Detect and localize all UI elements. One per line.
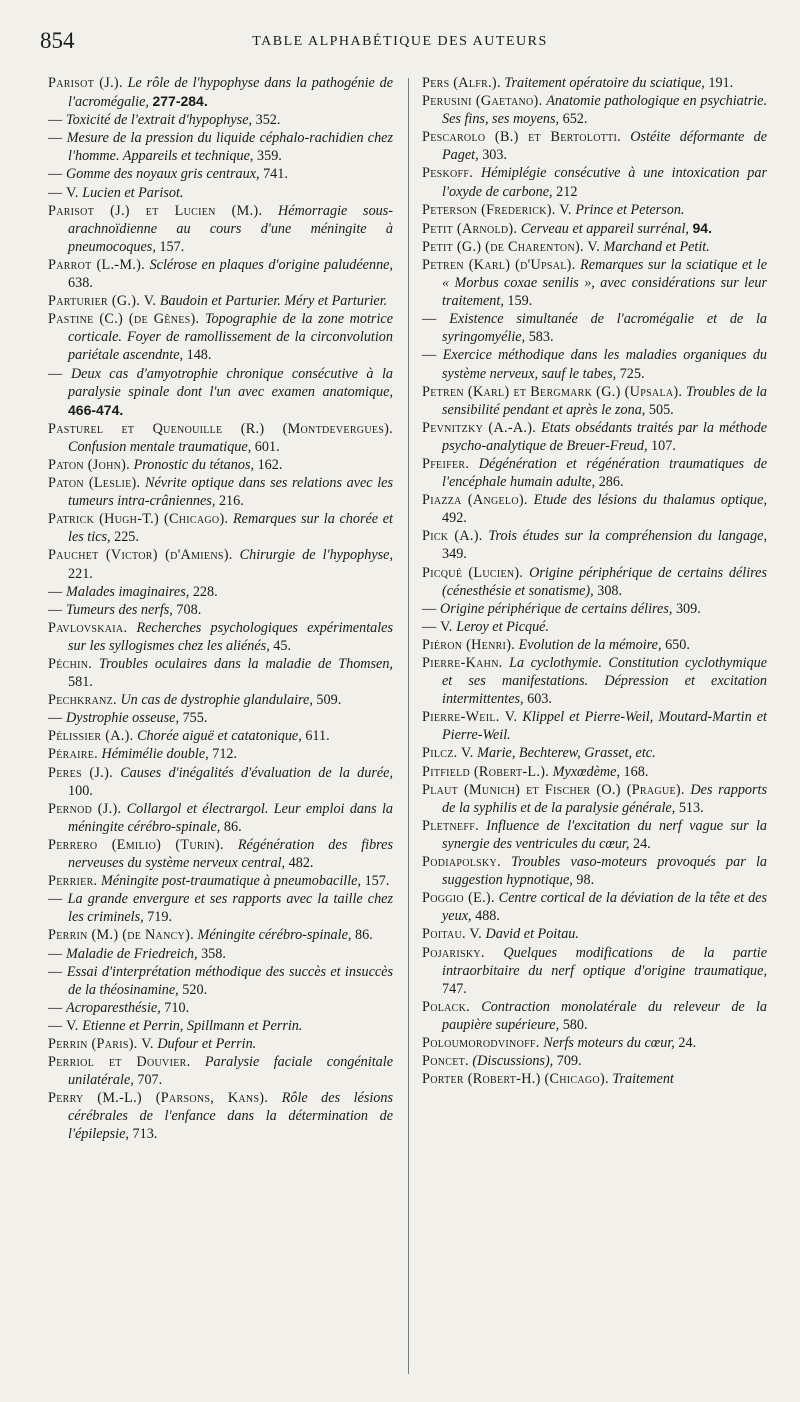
index-entry <box>48 202 393 256</box>
entry-title: Marie, Bechterew, Grasset, etc. <box>477 745 656 762</box>
index-entry <box>48 764 393 800</box>
entry-author: Paton (Leslie). <box>48 475 141 492</box>
entry-page: 492. <box>442 510 467 527</box>
entry-page: 107. <box>651 437 676 454</box>
entry-page: 24. <box>632 835 651 852</box>
running-title: TABLE ALPHABÉTIQUE DES AUTEURS <box>252 34 548 49</box>
entry-page: 86. <box>354 927 373 944</box>
index-entry <box>48 709 393 727</box>
index-entry <box>48 1017 393 1035</box>
index-entry <box>48 510 393 546</box>
index-entry <box>422 219 767 238</box>
index-entry <box>48 184 393 202</box>
index-entry <box>422 527 767 563</box>
entry-author: Pescarolo (B.) et Bertolotti. <box>422 129 622 146</box>
entry-page: 157. <box>364 873 390 890</box>
entry-title: Troubles de la sensibilité pendant et après le zona, <box>442 383 767 418</box>
entry-title: Rôle des lésions cérébrales de l'enfance dans la détermination de l'épilepsie, <box>68 1090 393 1143</box>
entry-title: Confusion mentale traumatique, <box>68 438 252 455</box>
entry-author: Piéron (Henri). <box>422 636 516 653</box>
entry-author: Péraire. <box>48 746 98 763</box>
index-entry <box>48 310 393 364</box>
entry-page: 488. <box>475 908 500 925</box>
index-entry <box>48 583 393 601</box>
entry-author: Pers (Alfr.). <box>422 75 501 91</box>
index-columns <box>48 74 788 1384</box>
index-entry <box>422 889 767 925</box>
entry-title: Acroparesthésie, <box>66 999 161 1016</box>
entry-title: Troubles vaso-moteurs provoqués par la suggestion hypnotique, <box>442 854 767 889</box>
index-entry <box>48 1053 393 1089</box>
entry-title: Etienne et Perrin, Spillmann et Perrin. <box>82 1017 303 1034</box>
index-entry <box>422 708 767 744</box>
entry-page: 352. <box>255 112 281 129</box>
entry-author: Perry (M.-L.) (Parsons, Kans). <box>48 1090 269 1107</box>
entry-page: 513. <box>678 799 704 816</box>
index-entry <box>422 256 767 310</box>
entry-author: Polack. <box>422 998 470 1015</box>
entry-page-bold: 277-284. <box>152 93 208 110</box>
page-number: 854 <box>40 28 75 53</box>
entry-title: Troubles oculaires dans la maladie de Thomsen, <box>98 656 393 672</box>
entry-title: Méningite post-traumatique à pneumobacille, <box>100 873 362 890</box>
entry-author: — <box>48 963 63 980</box>
index-entry <box>422 383 767 419</box>
index-entry <box>422 310 767 346</box>
column-divider <box>408 78 409 1374</box>
entry-title: Névrite optique dans ses relations avec les tumeurs intra-crâniennes, <box>68 475 393 510</box>
entry-title: Remarques sur la chorée et les tics, <box>68 511 393 546</box>
entry-title: Pronostic du tétanos, <box>133 456 255 473</box>
entry-author: Parturier (G.). V. <box>48 293 157 310</box>
entry-title: Régénération des fibres nerveuses du système nerveux central, <box>68 836 393 872</box>
entry-title: (Discussions), <box>472 1053 554 1070</box>
entry-page: 601. <box>254 438 280 455</box>
entry-author: — <box>422 600 437 617</box>
entry-author: — V. <box>422 618 453 635</box>
entry-title: Existence simultanée de l'acromégalie et de la syringomyélie, <box>442 311 767 346</box>
entry-page: 162. <box>257 456 283 473</box>
entry-author: Pitfield (Robert-L.). <box>422 763 550 780</box>
entry-page: 349. <box>442 546 467 563</box>
entry-author: Pasturel et Quenouille (R.) (Montdevergues). <box>48 420 393 437</box>
entry-author: Picqué (Lucien). <box>422 564 524 581</box>
entry-author: — <box>422 311 437 328</box>
entry-title: Topographie de la zone motrice corticale. Foyer de ramollissement de la circonvolution pariétale ascendnte, <box>68 311 393 364</box>
entry-title: Anatomie pathologique en psychiatrie. Ses fins, ses moyens, <box>442 93 768 128</box>
entry-page: 603. <box>527 691 552 708</box>
index-entry <box>422 1070 767 1088</box>
entry-page: 719. <box>147 909 173 926</box>
entry-author: — <box>48 945 63 962</box>
index-entry <box>422 1052 767 1070</box>
entry-author: Petren (Karl) et Bergmark (G.) (Upsala). <box>422 383 683 400</box>
index-entry <box>48 872 393 890</box>
index-entry <box>48 111 393 129</box>
entry-page: 712. <box>212 746 238 763</box>
entry-author: Petren (Karl) (d'Upsal). <box>422 256 576 273</box>
index-entry <box>422 164 767 200</box>
entry-page: 505. <box>648 401 674 418</box>
index-entry <box>422 817 767 853</box>
entry-page: 86. <box>223 818 242 835</box>
index-entry <box>422 346 767 382</box>
entry-author: — <box>48 891 63 908</box>
index-entry <box>422 455 767 491</box>
entry-title: Myxœdème, <box>552 763 620 780</box>
index-entry <box>48 945 393 963</box>
entry-author: Pierre-Kahn. <box>422 655 503 671</box>
entry-page: 482. <box>288 855 314 872</box>
entry-page: 191. <box>708 75 734 91</box>
entry-title: Contraction monolatérale du releveur de la paupière supérieure, <box>442 998 768 1033</box>
entry-author: Pojarisky. <box>422 944 485 961</box>
index-entry <box>48 456 393 474</box>
entry-author: Pélissier (A.). <box>48 728 134 745</box>
entry-title: Maladie de Friedreich, <box>66 945 198 962</box>
entry-author: Peskoff. <box>422 165 474 182</box>
entry-title: Remarques sur la sciatique et le « Morbus coxae senilis », avec considérations sur leur traitement, <box>442 256 767 310</box>
entry-author: Pavlovskaia. <box>48 619 128 636</box>
entry-author: Patrick (Hugh-T.) (Chicago). <box>48 511 229 528</box>
entry-page: 24. <box>678 1034 697 1051</box>
index-entry <box>422 74 767 92</box>
entry-title: Des rapports de la syphilis et de la paralysie générale, <box>442 781 767 816</box>
entry-page: 225. <box>114 529 139 546</box>
entry-author: Petit (G.) (de Charenton). V. <box>422 238 600 255</box>
entry-title: Centre cortical de la déviation de la tête et des yeux, <box>442 890 767 925</box>
entry-page: 212 <box>556 183 578 200</box>
entry-title: Collargol et électrargol. Leur emploi dans la méningite cérébro-spinale, <box>68 800 394 835</box>
entry-page: 509. <box>316 692 342 709</box>
entry-page: 309. <box>675 600 701 617</box>
entry-page: 157. <box>159 238 185 255</box>
entry-author: Perusini (Gaetano). <box>422 93 543 110</box>
entry-title: Traitement <box>612 1071 674 1088</box>
entry-page: 286. <box>598 474 624 491</box>
entry-page: 652. <box>562 111 588 128</box>
entry-title: Evolution de la mémoire, <box>518 636 662 653</box>
entry-author: Péchin. <box>48 656 93 672</box>
entry-author: Pick (A.). <box>422 528 483 545</box>
entry-page-bold: 94. <box>692 219 712 236</box>
left-column <box>48 74 393 1144</box>
index-entry <box>422 618 767 636</box>
entry-author: — <box>48 999 63 1016</box>
entry-title: Chorée aiguë et catatonique, <box>137 728 302 745</box>
index-entry <box>422 92 767 128</box>
index-entry <box>422 781 767 817</box>
entry-title: Toxicité de l'extrait d'hypophyse, <box>66 112 253 129</box>
entry-page: 520. <box>182 981 208 998</box>
entry-page: 709. <box>556 1053 582 1070</box>
entry-page: 707. <box>137 1072 163 1089</box>
entry-page: 308. <box>597 582 623 599</box>
entry-title: Un cas de dystrophie glandulaire, <box>120 692 313 709</box>
entry-author: Poloumorodvinoff. <box>422 1034 540 1051</box>
index-entry <box>48 800 393 836</box>
entry-title: Malades imaginaires, <box>66 583 190 600</box>
entry-page: 747. <box>442 980 467 997</box>
entry-page: 228. <box>192 583 218 600</box>
entry-page: 725. <box>619 365 645 382</box>
entry-title: Leroy et Picqué. <box>456 618 550 635</box>
entry-title: Origine périphérique de certains délires (cénesthésie et sonatisme), <box>442 564 767 599</box>
entry-page: 168. <box>623 763 649 780</box>
entry-page: 708. <box>176 601 202 618</box>
entry-title: Klippel et Pierre-Weil, Moutard-Martin et Pierre-Weil. <box>442 709 768 744</box>
entry-title: Influence de l'excitation du nerf vague sur la synergie des ventricules du cœur, <box>442 817 768 852</box>
index-entry <box>48 256 393 292</box>
index-entry <box>48 1089 393 1143</box>
entry-page: 159. <box>507 293 533 310</box>
entry-author: Parisot (J.) et Lucien (M.). <box>48 202 263 219</box>
entry-title: Causes d'inégalités d'évaluation de la durée, <box>120 764 394 781</box>
entry-title: Dystrophie osseuse, <box>66 710 180 727</box>
entry-title: Gomme des noyaux gris centraux, <box>66 166 260 183</box>
index-entry <box>48 890 393 926</box>
entry-author: — V. <box>48 184 79 201</box>
entry-author: — <box>48 710 63 727</box>
entry-author: Petit (Arnold). <box>422 220 518 237</box>
index-entry <box>48 546 393 582</box>
entry-title: Trois études sur la compréhension du langage, <box>488 528 768 545</box>
entry-author: — <box>48 130 63 147</box>
index-entry <box>422 419 767 455</box>
index-entry <box>48 365 393 420</box>
entry-title: Chirurgie de l'hypophyse, <box>239 547 393 564</box>
entry-title: Origine périphérique de certains délires, <box>440 600 673 617</box>
entry-author: Pauchet (Victor) (d'Amiens). <box>48 547 233 564</box>
entry-author: Peres (J.). <box>48 764 113 781</box>
entry-author: Pevnitzky (A.-A.). <box>422 419 537 436</box>
index-entry <box>48 926 393 944</box>
index-entry <box>48 655 393 691</box>
index-entry <box>422 600 767 618</box>
entry-title: Baudoin et Parturier. Méry et Parturier. <box>159 293 388 310</box>
entry-page: 359. <box>257 148 282 165</box>
entry-page: 741. <box>263 166 288 183</box>
entry-title: Essai d'interprétation méthodique des succès et insuccès de la théosinamine, <box>66 963 393 998</box>
entry-page: 583. <box>528 329 554 346</box>
entry-author: Pierre-Weil. V. <box>422 709 518 726</box>
index-entry <box>48 292 393 310</box>
entry-page: 148. <box>186 347 212 364</box>
entry-title: Ostéite déformante de Paget, <box>442 129 768 164</box>
entry-title: Hémiplégie consécutive à une intoxication par l'oxyde de carbone, <box>442 165 767 200</box>
entry-author: Parisot (J.). <box>48 75 123 91</box>
entry-title: Prince et Peterson. <box>575 201 685 218</box>
entry-title: Mesure de la pression du liquide céphalo-rachidien chez l'homme. Appareils et technique, <box>66 130 393 165</box>
page-header <box>40 28 760 58</box>
entry-page-bold: 466-474. <box>68 401 124 418</box>
entry-author: Perrier. <box>48 873 98 890</box>
entry-title: Recherches psychologiques expérimentales sur les syllogismes chez les aliénés, <box>68 619 393 654</box>
index-entry <box>48 619 393 655</box>
entry-author: — <box>48 112 63 129</box>
index-entry <box>422 744 767 762</box>
entry-author: Poggio (E.). <box>422 890 495 907</box>
index-entry <box>48 601 393 619</box>
entry-author: — <box>48 583 63 600</box>
entry-title: Exercice méthodique dans les maladies organiques du système nerveux, sauf le tabes, <box>442 347 768 382</box>
entry-page: 580. <box>562 1016 588 1033</box>
entry-title: La grande envergure et ses rapports avec la taille chez les criminels, <box>67 891 394 926</box>
entry-author: Pernod (J.). <box>48 800 122 817</box>
entry-author: — <box>48 365 63 382</box>
entry-author: Piazza (Angelo). <box>422 492 528 509</box>
entry-title: Hémimélie double, <box>101 746 209 763</box>
entry-page: 611. <box>305 728 330 745</box>
index-entry <box>48 129 393 165</box>
entry-author: Parrot (L.-M.). <box>48 256 145 273</box>
index-entry <box>422 636 767 654</box>
index-entry <box>48 474 393 510</box>
entry-title: Nerfs moteurs du cœur, <box>543 1034 675 1051</box>
index-entry <box>422 763 767 781</box>
entry-title: Tumeurs des nerfs, <box>66 601 173 618</box>
entry-page: 581. <box>68 674 93 691</box>
entry-author: — <box>48 166 63 183</box>
index-entry <box>422 853 767 889</box>
entry-page: 710. <box>164 999 190 1016</box>
index-entry <box>48 963 393 999</box>
index-entry <box>422 998 767 1034</box>
index-entry <box>48 745 393 763</box>
entry-title: Quelques modifications de la partie intraorbitaire du nerf optique d'origine traumatique, <box>442 944 767 979</box>
index-entry <box>422 238 767 256</box>
entry-title: Dégénération et régénération traumatiques de l'encéphale humain adulte, <box>442 455 768 491</box>
index-entry <box>48 165 393 183</box>
entry-author: Perriol et Douvier. <box>48 1054 191 1071</box>
index-entry <box>422 1034 767 1052</box>
entry-page: 221. <box>68 565 93 582</box>
index-entry <box>48 1035 393 1053</box>
entry-author: Paton (John). <box>48 456 131 473</box>
entry-author: Pilcz. V. <box>422 745 474 762</box>
index-entry <box>48 74 393 111</box>
entry-author: Perrin (Paris). V. <box>48 1035 154 1052</box>
entry-title: Méningite cérébro-spinale, <box>197 927 352 944</box>
index-entry <box>422 564 767 600</box>
entry-title: Le rôle de l'hypophyse dans la pathogénie de l'acromégalie, <box>68 75 394 111</box>
entry-author: — <box>48 601 63 618</box>
entry-page: 358. <box>201 945 226 962</box>
entry-author: Pechkranz. <box>48 692 117 709</box>
entry-title: Etats obsédants traités par la méthode psycho-analytique de Breuer-Freud, <box>442 419 768 454</box>
index-entry <box>422 201 767 219</box>
entry-page: 303. <box>482 147 508 164</box>
index-entry <box>48 999 393 1017</box>
entry-title: Dufour et Perrin. <box>157 1035 257 1052</box>
entry-author: Perrero (Emilio) (Turin). <box>48 836 224 853</box>
entry-page: 98. <box>576 872 595 889</box>
entry-title: Traitement opératoire du sciatique, <box>504 75 705 91</box>
entry-page: 100. <box>68 782 93 799</box>
index-entry <box>48 420 393 456</box>
entry-author: Podiapolsky. <box>422 854 501 871</box>
entry-page: 45. <box>273 637 292 654</box>
entry-author: Poitau. V. <box>422 926 482 943</box>
index-entry <box>48 691 393 709</box>
entry-author: Perrin (M.) (de Nancy). <box>48 927 194 944</box>
index-entry <box>48 836 393 872</box>
entry-author: Peterson (Frederick). V. <box>422 201 572 218</box>
entry-author: — <box>422 347 437 364</box>
entry-title: Sclérose en plaques d'origine paludéenne, <box>149 256 394 273</box>
entry-title: Lucien et Parisot. <box>82 184 184 201</box>
entry-author: Pletneff. <box>422 817 479 834</box>
right-column <box>422 74 767 1088</box>
entry-author: Pfeifer. <box>422 455 470 472</box>
entry-author: Plaut (Munich) et Fischer (O.) (Prague). <box>422 781 685 798</box>
entry-title: La cyclothymie. Constitution cyclothymique et ses manifestations. Dépression et excitation intermittentes, <box>442 655 767 708</box>
entry-author: Porter (Robert-H.) (Chicago). <box>422 1071 609 1088</box>
index-entry <box>48 727 393 745</box>
index-entry <box>422 654 767 708</box>
index-entry <box>422 944 767 998</box>
entry-author: Pastine (C.) (de Gênes). <box>48 311 200 328</box>
entry-title: Deux cas d'amyotrophie chronique consécutive à la paralysie spinale dont l'un avec examen anatomique, <box>68 365 393 400</box>
index-entry <box>422 128 767 164</box>
entry-author: Poncet. <box>422 1053 469 1070</box>
entry-title: Etude des lésions du thalamus optique, <box>533 492 767 509</box>
index-entry <box>422 491 767 527</box>
entry-author: — V. <box>48 1017 79 1034</box>
entry-title: Marchand et Petit. <box>603 238 710 255</box>
index-entry <box>422 925 767 943</box>
entry-title: Hémorragie sous-arachnoïdienne au cours d'une méningite à pneumocoques, <box>68 202 394 255</box>
entry-title: David et Poitau. <box>485 926 579 943</box>
entry-title: Paralysie faciale congénitale unilatérale, <box>68 1054 393 1089</box>
entry-page: 755. <box>182 710 208 727</box>
entry-page: 713. <box>132 1126 158 1143</box>
entry-page: 650. <box>665 636 690 653</box>
entry-title: Cerveau et appareil surrénal, <box>520 220 689 237</box>
entry-page: 638. <box>68 275 93 292</box>
entry-page: 216. <box>218 493 244 510</box>
